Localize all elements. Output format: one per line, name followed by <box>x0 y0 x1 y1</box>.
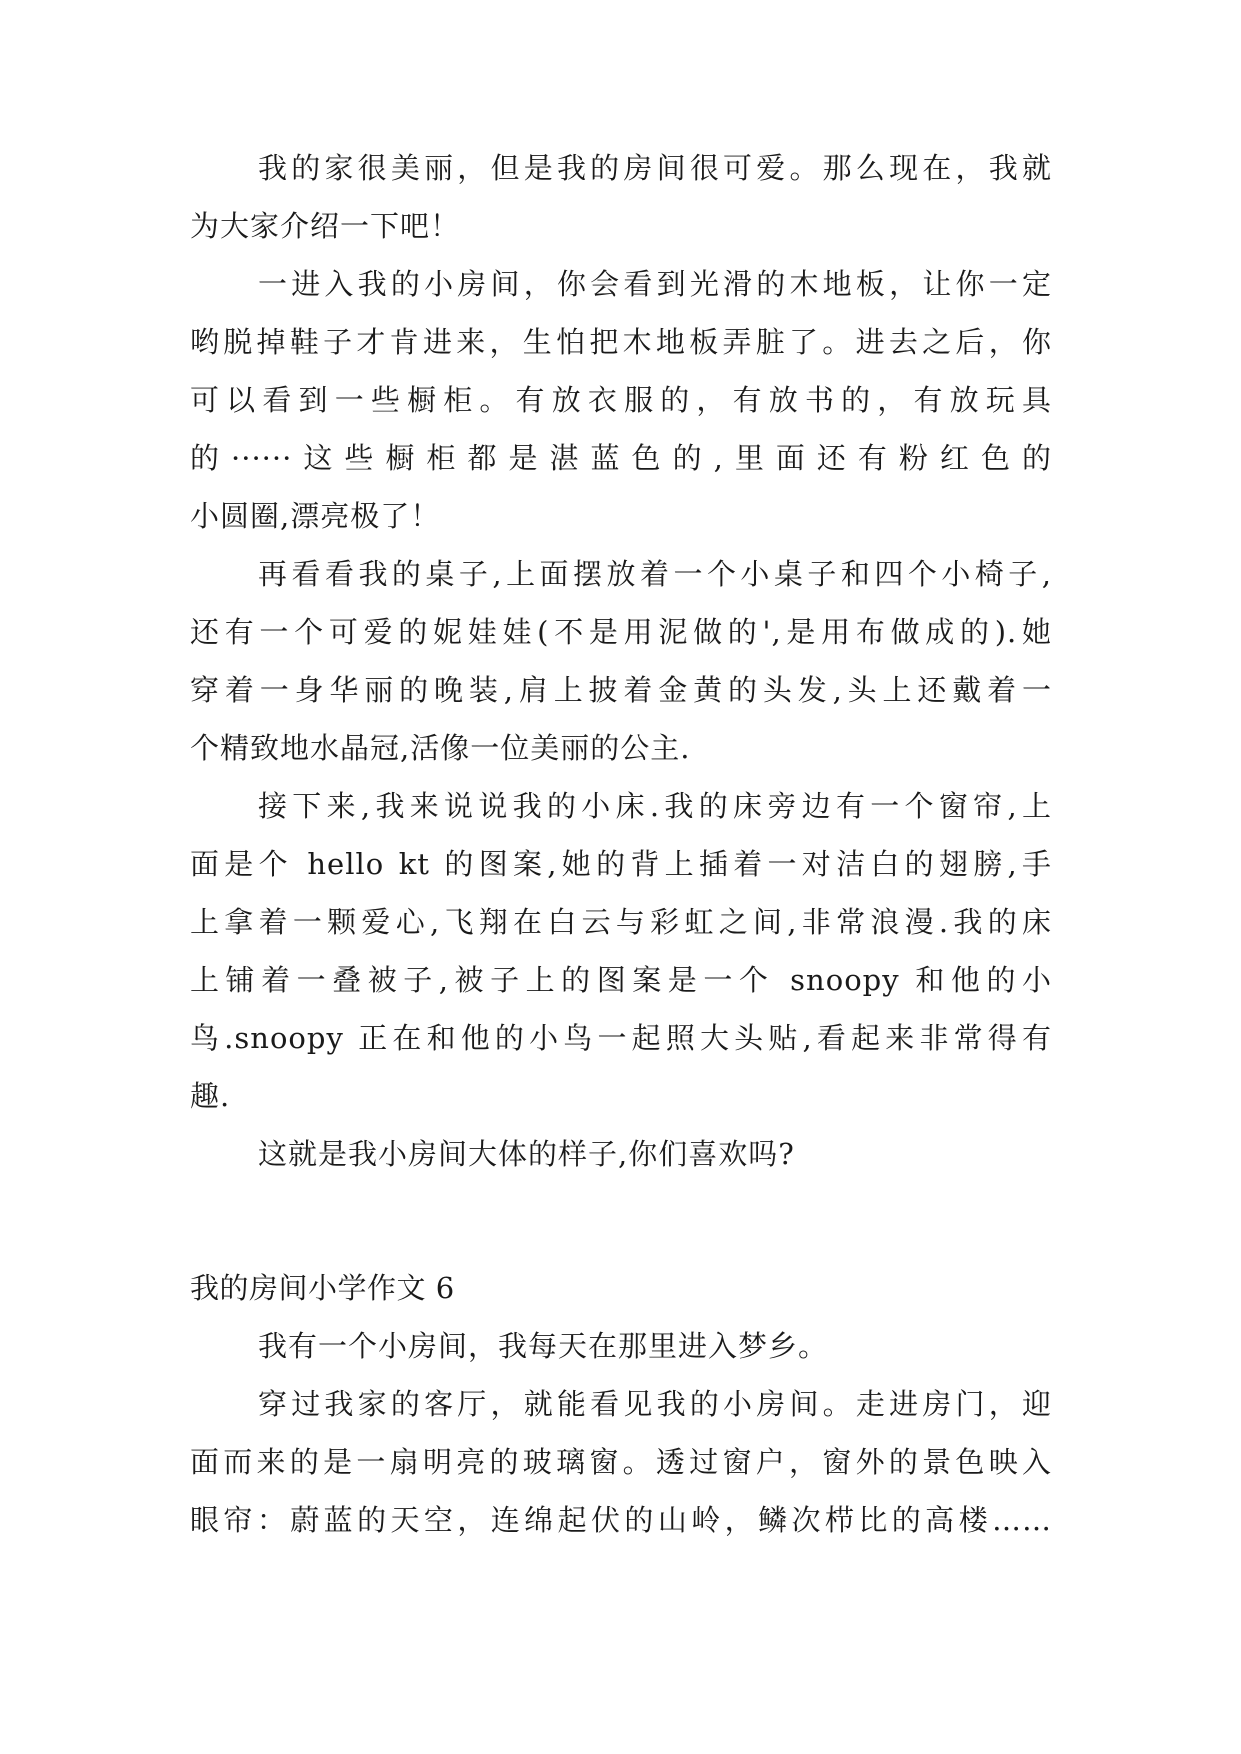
paragraph-line: 上拿着一颗爱心,飞翔在白云与彩虹之间,非常浪漫.我的床 <box>190 905 1052 939</box>
paragraph-line: 再看看我的桌子,上面摆放着一个小桌子和四个小椅子, <box>258 557 1052 591</box>
paragraph-line: 这就是我小房间大体的样子,你们喜欢吗? <box>258 1137 795 1171</box>
paragraph-line: 个精致地水晶冠,活像一位美丽的公主. <box>190 731 691 765</box>
paragraph-line: 一进入我的小房间，你会看到光滑的木地板，让你一定 <box>258 267 1052 301</box>
paragraph-line: 穿着一身华丽的晚装,肩上披着金黄的头发,头上还戴着一 <box>190 673 1052 707</box>
paragraph-line: 上铺着一叠被子,被子上的图案是一个 snoopy 和他的小 <box>190 963 1052 997</box>
section-heading: 我的房间小学作文 6 <box>190 1271 455 1305</box>
paragraph-line: 的······这些橱柜都是湛蓝色的,里面还有粉红色的 <box>190 441 1052 475</box>
paragraph-line: 小圆圈,漂亮极了！ <box>190 499 441 533</box>
paragraph-line: 哟脱掉鞋子才肯进来，生怕把木地板弄脏了。进去之后，你 <box>190 325 1052 359</box>
paragraph-line: 面而来的是一扇明亮的玻璃窗。透过窗户，窗外的景色映入 <box>190 1445 1052 1479</box>
paragraph-line: 趣. <box>190 1079 231 1113</box>
paragraph-line: 可以看到一些橱柜。有放衣服的，有放书的，有放玩具 <box>190 383 1052 417</box>
paragraph-line: 我的家很美丽，但是我的房间很可爱。那么现在，我就 <box>258 151 1052 185</box>
paragraph-line: 我有一个小房间，我每天在那里进入梦乡。 <box>258 1329 829 1363</box>
paragraph-line: 为大家介绍一下吧！ <box>190 209 461 243</box>
paragraph-line: 面是个 hello kt 的图案,她的背上插着一对洁白的翅膀,手 <box>190 847 1052 881</box>
paragraph-line: 还有一个可爱的妮娃娃(不是用泥做的',是用布做成的).她 <box>190 615 1052 649</box>
paragraph-line: 接下来,我来说说我的小床.我的床旁边有一个窗帘,上 <box>258 789 1052 823</box>
paragraph-line: 眼帘：蔚蓝的天空，连绵起伏的山岭，鳞次栉比的高楼…… <box>190 1503 1052 1537</box>
paragraph-line: 鸟.snoopy 正在和他的小鸟一起照大头贴,看起来非常得有 <box>190 1021 1052 1055</box>
paragraph-line: 穿过我家的客厅，就能看见我的小房间。走进房门，迎 <box>258 1387 1052 1421</box>
